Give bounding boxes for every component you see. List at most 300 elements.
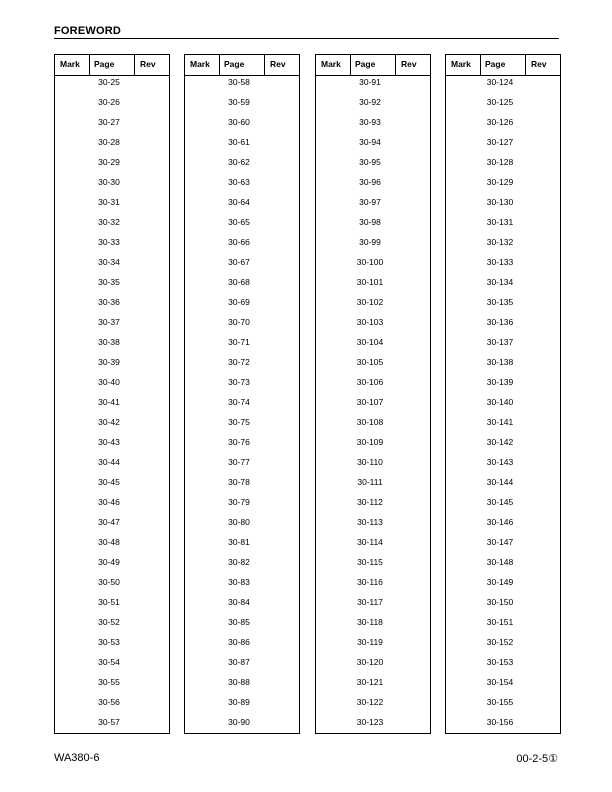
table-row [55, 496, 169, 516]
page-number-cell: 30-80 [228, 517, 250, 527]
page-number-cell: 30-112 [357, 497, 383, 507]
page-number-cell: 30-109 [356, 437, 384, 447]
page-number-cell: 30-152 [486, 637, 514, 647]
page-number-cell: 30-155 [486, 697, 514, 707]
column-header-mark: Mark [60, 59, 80, 69]
table-row [55, 276, 169, 296]
table-row [316, 216, 430, 236]
table-row [316, 176, 430, 196]
table-row [316, 416, 430, 436]
table-body [446, 76, 560, 736]
table-row [185, 96, 299, 116]
table-row [446, 176, 560, 196]
column-header-page: Page [485, 59, 506, 69]
page-number-cell: 30-116 [357, 577, 383, 587]
table-row [55, 676, 169, 696]
table-row [316, 276, 430, 296]
table-row [185, 336, 299, 356]
page-number-cell: 30-151 [486, 617, 514, 627]
table-row [55, 576, 169, 596]
page-number-cell: 30-62 [228, 157, 250, 167]
table-body [185, 76, 299, 736]
table-row [55, 596, 169, 616]
page-number-cell: 30-25 [98, 77, 120, 87]
page-number-cell: 30-47 [98, 517, 120, 527]
page-number-cell: 30-87 [228, 657, 250, 667]
page-number-cell: 30-57 [98, 717, 120, 727]
table-row [446, 76, 560, 96]
page-number-cell: 30-86 [228, 637, 250, 647]
header-rule [54, 38, 559, 39]
page-table-1 [54, 54, 170, 734]
column-header-mark: Mark [190, 59, 210, 69]
page-number-cell: 30-81 [228, 537, 250, 547]
page-number-cell: 30-118 [357, 617, 383, 627]
table-row [55, 136, 169, 156]
page-number-cell: 30-148 [486, 557, 514, 567]
table-row [446, 536, 560, 556]
page-number-cell: 30-79 [228, 497, 250, 507]
page-number-cell: 30-132 [486, 237, 514, 247]
table-row [316, 516, 430, 536]
page-number-cell: 30-48 [98, 537, 120, 547]
table-row [185, 76, 299, 96]
table-row [446, 516, 560, 536]
table-row [55, 356, 169, 376]
page-number-cell: 30-104 [356, 337, 384, 347]
page-number-cell: 30-102 [356, 297, 384, 307]
table-row [316, 436, 430, 456]
page-number-cell: 30-32 [98, 217, 120, 227]
column-divider [264, 55, 265, 75]
table-row [446, 276, 560, 296]
table-row [55, 396, 169, 416]
page-number-cell: 30-56 [98, 697, 120, 707]
table-row [446, 96, 560, 116]
table-row [446, 396, 560, 416]
page-number-cell: 30-82 [228, 557, 250, 567]
table-row [185, 516, 299, 536]
page-number-cell: 30-142 [486, 437, 514, 447]
page-number-cell: 30-83 [228, 577, 250, 587]
page-number-cell: 30-29 [98, 157, 120, 167]
page-number-cell: 30-73 [228, 377, 250, 387]
table-row [55, 456, 169, 476]
table-row [446, 576, 560, 596]
table-row [446, 716, 560, 736]
table-header [185, 55, 299, 76]
table-row [185, 376, 299, 396]
column-divider [525, 55, 526, 75]
table-row [185, 196, 299, 216]
page-number-cell: 30-71 [228, 337, 250, 347]
table-row [446, 116, 560, 136]
column-header-mark: Mark [321, 59, 341, 69]
page-number-cell: 30-128 [486, 157, 514, 167]
table-row [55, 336, 169, 356]
table-row [316, 356, 430, 376]
table-row [316, 716, 430, 736]
page-number-cell: 30-101 [356, 277, 384, 287]
table-row [55, 216, 169, 236]
table-row [316, 616, 430, 636]
table-row [55, 156, 169, 176]
column-header-rev: Rev [531, 59, 547, 69]
table-row [316, 556, 430, 576]
page-number-cell: 30-46 [98, 497, 120, 507]
page-number-cell: 30-133 [486, 257, 514, 267]
table-row [55, 696, 169, 716]
table-row [55, 536, 169, 556]
column-header-page: Page [224, 59, 245, 69]
page-number-cell: 30-66 [228, 237, 250, 247]
page-number-cell: 30-78 [228, 477, 250, 487]
table-row [316, 336, 430, 356]
page-number-cell: 30-130 [486, 197, 514, 207]
table-row [316, 696, 430, 716]
page-number-cell: 30-51 [98, 597, 120, 607]
table-row [185, 396, 299, 416]
page-number-cell: 30-126 [486, 117, 514, 127]
page-number-cell: 30-122 [356, 697, 384, 707]
table-row [185, 356, 299, 376]
footer-model: WA380-6 [54, 752, 100, 764]
page-number-cell: 30-99 [359, 237, 381, 247]
table-row [185, 616, 299, 636]
page-number-cell: 30-103 [356, 317, 384, 327]
page-number-cell: 30-105 [356, 357, 384, 367]
table-header [55, 55, 169, 76]
table-row [446, 376, 560, 396]
table-row [185, 436, 299, 456]
page-number-cell: 30-129 [486, 177, 514, 187]
page-number-cell: 30-52 [98, 617, 120, 627]
column-divider [350, 55, 351, 75]
table-row [55, 196, 169, 216]
column-divider [134, 55, 135, 75]
page-number-cell: 30-156 [486, 717, 514, 727]
table-row [55, 176, 169, 196]
table-row [446, 416, 560, 436]
page-number-cell: 30-89 [228, 697, 250, 707]
table-header [446, 55, 560, 76]
column-divider [480, 55, 481, 75]
page-number-cell: 30-135 [486, 297, 514, 307]
table-row [185, 116, 299, 136]
table-row [316, 496, 430, 516]
column-divider [219, 55, 220, 75]
page-number-cell: 30-74 [228, 397, 250, 407]
column-header-rev: Rev [270, 59, 286, 69]
page-number-cell: 30-90 [228, 717, 250, 727]
page-number-cell: 30-54 [98, 657, 120, 667]
column-divider [395, 55, 396, 75]
table-row [185, 236, 299, 256]
page-number-cell: 30-127 [486, 137, 514, 147]
table-row [446, 636, 560, 656]
column-divider [89, 55, 90, 75]
page-table-4 [445, 54, 561, 734]
table-row [55, 516, 169, 536]
page-number-cell: 30-94 [359, 137, 381, 147]
page-number-cell: 30-137 [486, 337, 514, 347]
table-row [316, 256, 430, 276]
page-number-cell: 30-40 [98, 377, 120, 387]
table-row [446, 236, 560, 256]
page-number-cell: 30-114 [357, 537, 383, 547]
page-number-cell: 30-149 [486, 577, 514, 587]
page-number-cell: 30-27 [98, 117, 120, 127]
table-row [316, 376, 430, 396]
table-row [55, 76, 169, 96]
page-number-cell: 30-35 [98, 277, 120, 287]
table-row [446, 256, 560, 276]
page-number-cell: 30-50 [98, 577, 120, 587]
page-number-cell: 30-144 [486, 477, 514, 487]
page-table-2 [184, 54, 300, 734]
page-number-cell: 30-67 [228, 257, 250, 267]
column-header-mark: Mark [451, 59, 471, 69]
table-row [316, 656, 430, 676]
page-number-cell: 30-75 [228, 417, 250, 427]
page-number-cell: 30-49 [98, 557, 120, 567]
table-row [446, 656, 560, 676]
page-number-cell: 30-58 [228, 77, 250, 87]
table-row [55, 316, 169, 336]
table-row [185, 296, 299, 316]
table-row [446, 696, 560, 716]
page-number-cell: 30-125 [486, 97, 514, 107]
page-number-cell: 30-121 [356, 677, 384, 687]
page-number-cell: 30-153 [486, 657, 514, 667]
table-row [316, 636, 430, 656]
table-row [185, 316, 299, 336]
page-number-cell: 30-98 [359, 217, 381, 227]
page-number-cell: 30-64 [228, 197, 250, 207]
table-row [446, 136, 560, 156]
table-row [316, 136, 430, 156]
page-number-cell: 30-138 [486, 357, 514, 367]
page-title: FOREWORD [54, 25, 121, 37]
column-header-page: Page [94, 59, 115, 69]
table-row [55, 416, 169, 436]
page-number-cell: 30-134 [486, 277, 514, 287]
table-row [446, 616, 560, 636]
table-row [446, 556, 560, 576]
table-row [446, 676, 560, 696]
table-row [185, 176, 299, 196]
column-header-rev: Rev [140, 59, 156, 69]
page-number-cell: 30-63 [228, 177, 250, 187]
table-row [446, 436, 560, 456]
table-row [446, 356, 560, 376]
table-row [185, 656, 299, 676]
page-number-cell: 30-147 [486, 537, 514, 547]
page-number-cell: 30-119 [357, 637, 383, 647]
table-row [55, 616, 169, 636]
table-row [185, 596, 299, 616]
page-number-cell: 30-68 [228, 277, 250, 287]
table-row [185, 156, 299, 176]
page-number-cell: 30-77 [228, 457, 250, 467]
page-number-cell: 30-96 [359, 177, 381, 187]
table-row [316, 536, 430, 556]
page-number-cell: 30-88 [228, 677, 250, 687]
page-number-cell: 30-110 [357, 457, 383, 467]
table-header [316, 55, 430, 76]
table-row [316, 576, 430, 596]
table-row [316, 156, 430, 176]
page-number-cell: 30-34 [98, 257, 120, 267]
table-row [185, 556, 299, 576]
table-row [185, 276, 299, 296]
table-row [316, 96, 430, 116]
page-number-cell: 30-59 [228, 97, 250, 107]
page-number-cell: 30-30 [98, 177, 120, 187]
page-number-cell: 30-65 [228, 217, 250, 227]
page-number-cell: 30-93 [359, 117, 381, 127]
table-row [446, 336, 560, 356]
table-row [185, 416, 299, 436]
page-number-cell: 30-37 [98, 317, 120, 327]
footer-page-number: 00-2-5① [516, 753, 558, 765]
table-row [55, 636, 169, 656]
page-number-cell: 30-108 [356, 417, 384, 427]
table-row [55, 296, 169, 316]
page-number-cell: 30-146 [486, 517, 514, 527]
table-row [185, 636, 299, 656]
table-row [185, 456, 299, 476]
page-number-cell: 30-139 [486, 377, 514, 387]
table-row [446, 216, 560, 236]
page-number-cell: 30-33 [98, 237, 120, 247]
page-number-cell: 30-154 [486, 677, 514, 687]
page-number-cell: 30-123 [356, 717, 384, 727]
table-row [185, 576, 299, 596]
page-number-cell: 30-61 [228, 137, 250, 147]
table-row [55, 716, 169, 736]
column-header-page: Page [355, 59, 376, 69]
page-number-cell: 30-39 [98, 357, 120, 367]
page-number-cell: 30-111 [357, 477, 383, 487]
page-number-cell: 30-92 [359, 97, 381, 107]
page-number-cell: 30-42 [98, 417, 120, 427]
table-row [185, 676, 299, 696]
table-row [316, 196, 430, 216]
table-row [185, 256, 299, 276]
page-number-cell: 30-26 [98, 97, 120, 107]
page-number-cell: 30-95 [359, 157, 381, 167]
page-number-cell: 30-117 [357, 597, 383, 607]
table-row [316, 456, 430, 476]
page-number-cell: 30-113 [357, 517, 383, 527]
page-number-cell: 30-84 [228, 597, 250, 607]
page-number-cell: 30-143 [486, 457, 514, 467]
page-number-cell: 30-85 [228, 617, 250, 627]
page-number-cell: 30-70 [228, 317, 250, 327]
table-row [446, 476, 560, 496]
page-number-cell: 30-28 [98, 137, 120, 147]
page-number-cell: 30-107 [356, 397, 384, 407]
page-number-cell: 30-72 [228, 357, 250, 367]
page-number-cell: 30-100 [356, 257, 384, 267]
table-row [55, 236, 169, 256]
page-number-cell: 30-31 [98, 197, 120, 207]
page-number-cell: 30-150 [486, 597, 514, 607]
table-row [185, 716, 299, 736]
page-number-cell: 30-55 [98, 677, 120, 687]
table-row [316, 236, 430, 256]
table-row [446, 296, 560, 316]
table-row [55, 656, 169, 676]
page-number-cell: 30-36 [98, 297, 120, 307]
table-row [446, 596, 560, 616]
page-number-cell: 30-44 [98, 457, 120, 467]
page-number-cell: 30-69 [228, 297, 250, 307]
table-row [55, 476, 169, 496]
page-number-cell: 30-120 [356, 657, 384, 667]
table-row [446, 316, 560, 336]
table-row [446, 496, 560, 516]
table-row [55, 556, 169, 576]
page-number-cell: 30-41 [98, 397, 120, 407]
column-header-rev: Rev [401, 59, 417, 69]
table-row [316, 116, 430, 136]
page-number-cell: 30-43 [98, 437, 120, 447]
page-number-cell: 30-38 [98, 337, 120, 347]
table-row [316, 476, 430, 496]
page-number-cell: 30-115 [357, 557, 383, 567]
page-number-cell: 30-106 [356, 377, 384, 387]
page-number-cell: 30-141 [486, 417, 514, 427]
table-body [316, 76, 430, 736]
page-number-cell: 30-97 [359, 197, 381, 207]
table-row [446, 456, 560, 476]
table-row [55, 256, 169, 276]
table-row [316, 396, 430, 416]
table-row [316, 596, 430, 616]
page-table-3 [315, 54, 431, 734]
page-number-cell: 30-145 [486, 497, 514, 507]
table-row [185, 496, 299, 516]
table-row [55, 436, 169, 456]
table-row [55, 376, 169, 396]
page-number-cell: 30-124 [486, 77, 514, 87]
table-row [446, 196, 560, 216]
table-row [316, 316, 430, 336]
page-number-cell: 30-136 [486, 317, 514, 327]
table-row [185, 696, 299, 716]
table-row [55, 96, 169, 116]
table-row [185, 216, 299, 236]
table-row [316, 296, 430, 316]
page-number-cell: 30-140 [486, 397, 514, 407]
table-row [185, 136, 299, 156]
page-number-cell: 30-53 [98, 637, 120, 647]
table-row [55, 116, 169, 136]
page-number-cell: 30-131 [486, 217, 514, 227]
table-row [185, 476, 299, 496]
table-row [316, 76, 430, 96]
page-number-cell: 30-45 [98, 477, 120, 487]
table-body [55, 76, 169, 736]
table-row [316, 676, 430, 696]
page-number-cell: 30-76 [228, 437, 250, 447]
page-number-cell: 30-60 [228, 117, 250, 127]
table-row [446, 156, 560, 176]
page-number-cell: 30-91 [359, 77, 381, 87]
table-row [185, 536, 299, 556]
